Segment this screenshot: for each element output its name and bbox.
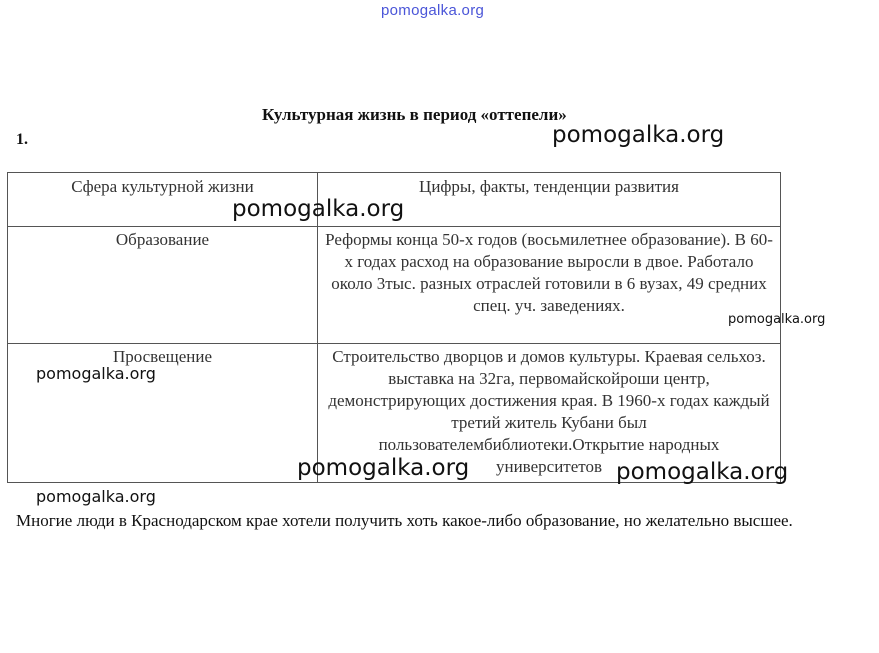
watermark: pomogalka.org: [232, 196, 405, 222]
header-facts: Цифры, факты, тенденции развития: [318, 173, 781, 227]
watermark: pomogalka.org: [552, 122, 725, 148]
conclusion-text: Многие люди в Краснодарском крае хотели получить хоть какое-либо образование, но желательно высшее.: [16, 511, 793, 530]
row-facts-enlightenment: Строительство дворцов и домов культуры. Краевая сельхоз. выставка на 32га, первомайскойроши центр, демонстрирующих достижения края. В 1960-х годах каждый третий житель Кубани был пользователембиблиотеки.Открытие народных университетов: [318, 344, 781, 483]
document-title: Культурная жизнь в период «оттепели»: [262, 105, 567, 124]
watermark-top-link: pomogalka.org: [381, 2, 485, 19]
watermark: pomogalka.org: [297, 455, 470, 481]
watermark: pomogalka.org: [616, 459, 789, 485]
task-number: 1.: [16, 131, 28, 148]
header-sphere: Сфера культурной жизни: [8, 173, 318, 227]
row-sphere-education: Образование: [8, 227, 318, 344]
watermark: pomogalka.org: [36, 364, 156, 383]
row-sphere-enlightenment: Просвещение: [8, 344, 318, 483]
table-row: [8, 227, 781, 344]
watermark: pomogalka.org: [36, 487, 156, 506]
row-facts-education: Реформы конца 50-х годов (восьмилетнее образование). В 60-х годах расход на образование выросли в двое. Работало около 3тыс. разных отраслей готовили в 6 вузах, 49 средних спец. уч. заведениях.: [318, 227, 781, 344]
watermark: pomogalka.org: [728, 312, 826, 327]
